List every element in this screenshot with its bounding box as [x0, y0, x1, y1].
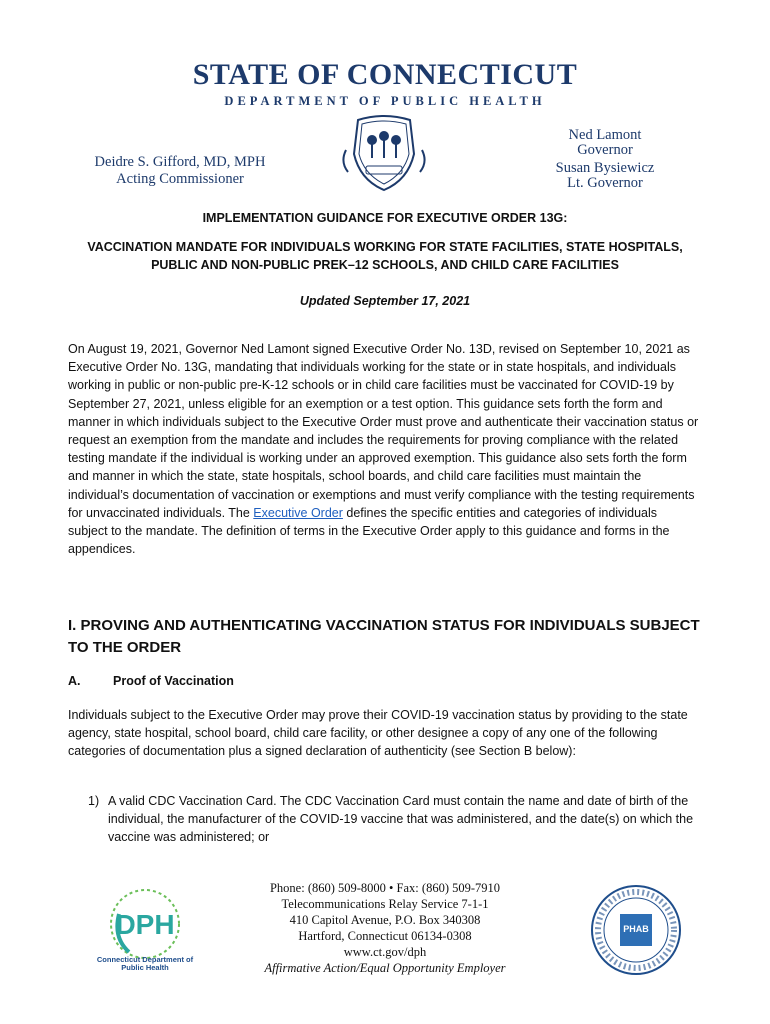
list-item-text: A valid CDC Vaccination Card. The CDC Vaccination Card must contain the name and date of birth of the individual, the manufacturer of the COVID-19 vaccine that was administered, and the date(s) on which the vaccine was administered; or	[108, 794, 694, 845]
footer-relay: Telecommunications Relay Service 7-1-1	[281, 897, 489, 911]
footer-website: www.ct.gov/dph	[343, 945, 427, 959]
subtitle-line-1: VACCINATION MANDATE FOR INDIVIDUALS WORKING FOR STATE FACILITIES, STATE HOSPITALS,	[87, 240, 683, 254]
executive-order-link[interactable]: Executive Order	[253, 505, 343, 520]
letterhead-title	[0, 58, 770, 109]
governor-name: Ned Lamont	[568, 127, 642, 143]
section-heading: I. PROVING AND AUTHENTICATING VACCINATION STATUS FOR INDIVIDUALS SUBJECT TO THE ORDER	[68, 617, 700, 656]
footer-employer: Affirmative Action/Equal Opportunity Employer	[264, 961, 506, 975]
footer-city: Hartford, Connecticut 06134-0308	[298, 929, 472, 943]
phab-text: PHAB	[623, 924, 649, 934]
state-seal-icon	[338, 114, 430, 194]
state-title: STATE OF CONNECTICUT	[192, 58, 578, 91]
footer-contact	[235, 880, 535, 976]
phab-accreditation-seal	[590, 884, 682, 976]
commissioner-title: Acting Commissioner	[116, 171, 244, 187]
subsection-title: Proof of Vaccination	[113, 674, 234, 688]
subsection-letter: A.	[68, 674, 81, 688]
dph-logo-text: DPH	[115, 909, 175, 940]
intro-paragraph	[68, 340, 700, 558]
governor-title: Governor	[577, 142, 633, 158]
footer-phone: Phone: (860) 509-8000 • Fax: (860) 509-7910	[269, 881, 501, 895]
dph-logo-caption: Connecticut Department of Public Health	[96, 956, 194, 972]
commissioner-name: Deidre S. Gifford, MD, MPH	[94, 154, 266, 170]
footer-address: 410 Capitol Avenue, P.O. Box 340308	[289, 913, 481, 927]
document-title: IMPLEMENTATION GUIDANCE FOR EXECUTIVE ORDER 13G:	[202, 211, 568, 225]
governor-block	[540, 128, 670, 191]
lt-governor-name: Susan Bysiewicz	[555, 160, 655, 176]
commissioner-block	[80, 154, 280, 188]
intro-text-2: defines the specific entities and categories of individuals subject to the mandate. The definition of terms in the Executive Order apply to this guidance and forms in the appendices.	[68, 505, 670, 557]
section-paragraph: Individuals subject to the Executive Order may prove their COVID-19 vaccination status by providing to the state agency, state hospital, school board, child care facility, or other designee a copy of any one of the following categories of documentation plus a signed declaration of authenticity (see Section B below):	[68, 708, 688, 759]
department-name: DEPARTMENT OF PUBLIC HEALTH	[224, 94, 546, 108]
document-subtitle	[0, 238, 770, 274]
updated-date: Updated September 17, 2021	[299, 294, 471, 308]
dph-logo	[95, 884, 195, 976]
subtitle-line-2: PUBLIC AND NON-PUBLIC PREK–12 SCHOOLS, AND CHILD CARE FACILITIES	[151, 258, 619, 272]
list-item	[88, 792, 700, 847]
subsection-heading	[68, 674, 234, 688]
lt-governor-title: Lt. Governor	[567, 175, 643, 191]
list-item-number: 1)	[88, 794, 100, 808]
intro-text-1: On August 19, 2021, Governor Ned Lamont signed Executive Order No. 13D, revised on September 10, 2021 as Executive Order No. 13G, mandating that individuals working for the state or in state hospitals, and individuals working in public or non-public pre-K-12 schools or in child care facilities must be vaccinated for COVID-19 by September 27, 2021, unless eligible for an exemption or a test option. This guidance sets forth the form and manner in which individuals subject to the Executive Order must prove and authenticate their vaccination status or request an exemption from the mandate and includes the requirements for proving compliance with the related testing mandate if the individual is working under an approved exemption. This guidance also sets forth the form and manner in which the state, state hospitals, school boards, and child care facilities must maintain the individual’s documentation of vaccination or exemptions and must verify compliance with the testing requirements for unvaccinated individuals. The	[68, 342, 699, 520]
